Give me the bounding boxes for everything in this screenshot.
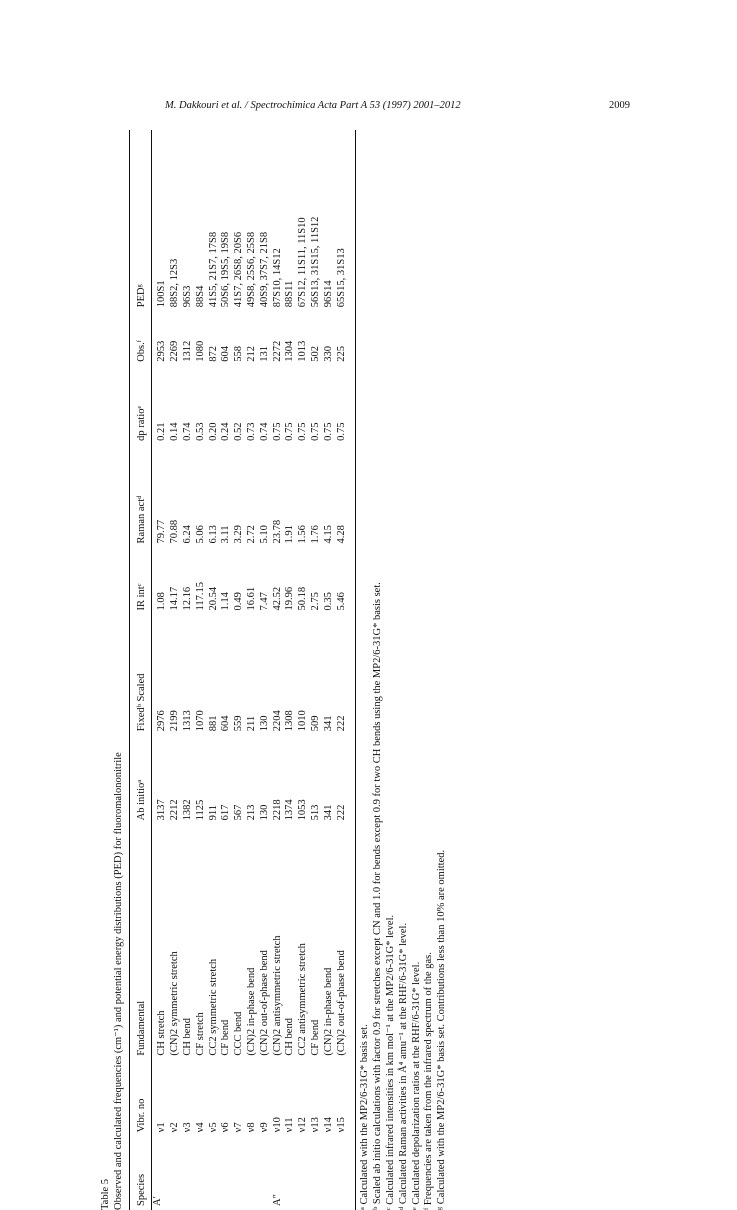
cell-dp-ratio: 0.75 (309, 422, 321, 441)
cell-vibr-no: ν2 (169, 1122, 181, 1133)
cell-vibr-no: ν8 (245, 1122, 257, 1133)
cell-fixed-scaled: 222 (335, 715, 347, 732)
cell-dp-ratio: 0.53 (194, 422, 206, 441)
table-body (152, 130, 352, 1210)
cell-raman-act: 1.91 (284, 525, 296, 544)
cell-dp-ratio: 0.75 (322, 422, 334, 441)
cell-fixed-scaled: 1010 (297, 710, 309, 732)
footnote: ᶠ Frequencies are taken from the infrared spectrum of the gas. (423, 952, 435, 1210)
cell-dp-ratio: 0.75 (284, 422, 296, 441)
cell-vibr-no: ν14 (322, 1117, 334, 1133)
cell-ir-int: 12.16 (181, 586, 193, 611)
cell-ab-initio: 2218 (271, 799, 283, 821)
footnote: ᵉ Calculated depolarization ratios at the RHF/6-31G* level. (410, 961, 422, 1210)
cell-ir-int: 50.18 (297, 586, 309, 611)
cell-vibr-no: ν13 (309, 1117, 321, 1133)
cell-dp-ratio: 0.52 (233, 422, 245, 441)
cell-obs: 131 (258, 346, 270, 362)
cell-ir-int: 117.15 (194, 581, 206, 611)
cell-fundamental: CH bend (284, 1018, 296, 1056)
cell-vibr-no: ν7 (233, 1122, 245, 1133)
cell-raman-act: 5.06 (194, 525, 206, 544)
cell-vibr-no: ν6 (220, 1122, 232, 1133)
cell-raman-act: 4.15 (322, 525, 334, 544)
frequency-table (130, 130, 353, 1210)
page-number: 2009 (609, 100, 630, 111)
cell-fundamental: CC2 symmetric stretch (207, 958, 219, 1056)
cell-vibr-no: ν5 (207, 1122, 219, 1133)
table-row (195, 130, 208, 1210)
cell-dp-ratio: 0.75 (271, 422, 283, 441)
col-species: Species (135, 1173, 147, 1206)
cell-fixed-scaled: 2204 (271, 710, 283, 732)
cell-ir-int: 1.08 (156, 592, 168, 611)
cell-fundamental: CCC bend (233, 1011, 245, 1056)
col-ped: PEDᵍ (135, 284, 147, 308)
cell-ped: 87S10, 14S12 (271, 248, 283, 308)
table-row (310, 130, 323, 1210)
cell-vibr-no: ν15 (335, 1117, 347, 1133)
cell-ab-initio: 1053 (297, 799, 309, 821)
cell-ped: 96S14 (322, 280, 334, 308)
cell-fixed-scaled: 1308 (284, 710, 296, 732)
cell-ab-initio: 567 (233, 804, 245, 821)
col-ab-initio: Ab initioᵃ (135, 779, 147, 821)
cell-raman-act: 4.28 (335, 525, 347, 544)
col-dp-ratio: dp ratioᵉ (135, 405, 147, 441)
cell-obs: 225 (335, 346, 347, 362)
cell-ped: 88S4 (194, 285, 206, 308)
table-label: Table 5 (100, 1178, 111, 1210)
footnotes (359, 130, 449, 1210)
cell-species (284, 1136, 297, 1210)
table-row (152, 130, 169, 1210)
cell-raman-act: 1.76 (309, 525, 321, 544)
cell-ir-int: 2.75 (309, 592, 321, 611)
cell-fixed-scaled: 2976 (156, 710, 168, 732)
cell-raman-act: 79.77 (156, 519, 168, 544)
cell-ped: 96S3 (181, 285, 193, 308)
cell-dp-ratio: 0.75 (297, 422, 309, 441)
cell-fixed-scaled: 341 (322, 715, 334, 732)
cell-obs: 2953 (156, 340, 168, 362)
table-row (284, 130, 297, 1210)
cell-ped: 40S9, 37S7, 21S8 (258, 231, 270, 308)
table-row (323, 130, 336, 1210)
cell-raman-act: 23.78 (271, 519, 283, 544)
cell-dp-ratio: 0.75 (335, 422, 347, 441)
cell-vibr-no: ν12 (297, 1117, 309, 1133)
cell-fundamental: (CN)2 in-phase bend (245, 967, 257, 1056)
cell-species (246, 1136, 259, 1210)
cell-obs: 502 (309, 346, 321, 362)
cell-vibr-no: ν1 (156, 1122, 168, 1133)
footnote: ᵇ Scaled ab initio calculations with factor 0.9 for stretches except CN and 1.0 for bends except 0.9 for two CH bends using the MP2/6-31G* basis set. (372, 582, 384, 1210)
cell-species (208, 1136, 221, 1210)
cell-ped: 50S6, 19S5, 19S8 (220, 231, 232, 308)
cell-vibr-no: ν11 (284, 1117, 296, 1133)
cell-fundamental: (CN)2 symmetric stretch (169, 951, 181, 1056)
cell-ir-int: 42.52 (271, 586, 283, 611)
cell-species (259, 1136, 272, 1210)
table-row (272, 130, 285, 1210)
cell-fixed-scaled: 604 (220, 715, 232, 732)
table-row (233, 130, 246, 1210)
col-obs: Obs.ᶠ (135, 340, 147, 362)
cell-fixed-scaled: 130 (258, 715, 270, 732)
cell-ir-int: 16.61 (245, 586, 257, 611)
footnote: ᵈ Calculated Raman activities in Å⁴ amu⁻¹ at the RHF/6-31G* level. (397, 922, 409, 1210)
table-caption: Observed and calculated frequencies (cm⁻¹) and potential energy distributions (PED) for fluoromalononitrile (112, 752, 124, 1210)
cell-species: A″ (271, 1194, 283, 1206)
cell-species (233, 1136, 246, 1210)
cell-fixed-scaled: 2199 (169, 710, 181, 732)
cell-obs: 212 (245, 346, 257, 362)
cell-obs: 1304 (284, 340, 296, 362)
cell-obs: 330 (322, 346, 334, 362)
cell-raman-act: 5.10 (258, 525, 270, 544)
cell-fundamental: CC2 antisymmetric stretch (297, 943, 309, 1056)
cell-fixed-scaled: 881 (207, 715, 219, 732)
cell-fixed-scaled: 211 (245, 715, 257, 732)
col-ir-int: IR intᶜ (135, 583, 147, 611)
cell-ped: 41S7, 26S8, 20S6 (233, 231, 245, 308)
cell-ab-initio: 513 (309, 804, 321, 821)
cell-vibr-no: ν10 (271, 1117, 283, 1133)
header-row (130, 130, 152, 1210)
cell-ab-initio: 617 (220, 804, 232, 821)
cell-fixed-scaled: 509 (309, 715, 321, 732)
table-row (220, 130, 233, 1210)
cell-ir-int: 1.14 (220, 592, 232, 611)
cell-ped: 100S1 (156, 280, 168, 308)
table-row (169, 130, 182, 1210)
cell-species (220, 1136, 233, 1210)
table-row (208, 130, 221, 1210)
cell-ped: 49S8, 25S6, 25S8 (245, 231, 257, 308)
cell-species (195, 1136, 208, 1210)
cell-ir-int: 5.46 (335, 592, 347, 611)
cell-fundamental: (CN)2 in-phase bend (322, 967, 334, 1056)
cell-ir-int: 7.47 (258, 592, 270, 611)
cell-raman-act: 3.11 (220, 525, 232, 544)
cell-obs: 1080 (194, 340, 206, 362)
cell-dp-ratio: 0.21 (156, 422, 168, 441)
cell-ab-initio: 341 (322, 804, 334, 821)
cell-dp-ratio: 0.24 (220, 422, 232, 441)
footnote: ᵍ Calculated with the MP2/6-31G* basis set. Contributions less than 10% are omitted. (436, 849, 448, 1210)
cell-raman-act: 2.72 (245, 525, 257, 544)
cell-fixed-scaled: 559 (233, 715, 245, 732)
cell-ped: 41S5, 21S7, 17S8 (207, 231, 219, 308)
cell-fundamental: (CN)2 out-of-phase bend (335, 950, 347, 1056)
cell-fundamental: CF bend (220, 1019, 232, 1056)
cell-fundamental: (CN)2 antisymmetric stretch (271, 935, 283, 1056)
cell-ir-int: 0.49 (233, 592, 245, 611)
cell-ped: 56S13, 31S15, 11S12 (309, 216, 321, 308)
cell-ab-initio: 1125 (194, 799, 206, 821)
cell-fixed-scaled: 1070 (194, 710, 206, 732)
cell-dp-ratio: 0.74 (181, 422, 193, 441)
cell-dp-ratio: 0.74 (258, 422, 270, 441)
table-row (246, 130, 259, 1210)
cell-obs: 2269 (169, 340, 181, 362)
cell-dp-ratio: 0.20 (207, 422, 219, 441)
cell-obs: 2272 (271, 340, 283, 362)
cell-species (310, 1136, 323, 1210)
cell-species (297, 1136, 310, 1210)
footnote: ᵃ Calculated with the MP2/6-31G* basis set. (359, 1024, 371, 1210)
cell-raman-act: 6.13 (207, 525, 219, 544)
cell-fundamental: (CN)2 out-of-phase bend (258, 950, 270, 1056)
cell-vibr-no: ν4 (194, 1122, 206, 1133)
cell-ir-int: 0.35 (322, 592, 334, 611)
cell-ab-initio: 1374 (284, 799, 296, 821)
cell-ab-initio: 1382 (181, 799, 193, 821)
cell-obs: 1013 (297, 340, 309, 362)
cell-fundamental: CH bend (181, 1018, 193, 1056)
footnote: ᶜ Calculated infrared intensities in km mol⁻¹ at the MP2/6-31G* level. (384, 914, 396, 1210)
cell-species: A′ (152, 1196, 164, 1206)
cell-dp-ratio: 0.14 (169, 422, 181, 441)
cell-ab-initio: 130 (258, 804, 270, 821)
running-header (165, 100, 630, 111)
table-row (297, 130, 310, 1210)
table-row (182, 130, 195, 1210)
table-row (259, 130, 272, 1210)
cell-raman-act: 70.88 (169, 519, 181, 544)
cell-ped: 67S12, 11S11, 11S10 (297, 217, 309, 308)
cell-species (182, 1136, 195, 1210)
cell-vibr-no: ν9 (258, 1122, 270, 1133)
cell-ped: 88S2, 12S3 (169, 258, 181, 308)
col-raman-act: Raman actᵈ (135, 495, 147, 544)
cell-ir-int: 14.17 (169, 586, 181, 611)
cell-ab-initio: 222 (335, 804, 347, 821)
cell-ir-int: 20.54 (207, 586, 219, 611)
cell-fundamental: CH stretch (156, 1010, 168, 1056)
cell-raman-act: 6.24 (181, 525, 193, 544)
cell-vibr-no: ν3 (181, 1122, 193, 1133)
cell-species (169, 1136, 182, 1210)
cell-ab-initio: 2212 (169, 799, 181, 821)
cell-obs: 872 (207, 346, 219, 362)
rotated-table-block (100, 130, 530, 1210)
cell-dp-ratio: 0.73 (245, 422, 257, 441)
col-fundamental: Fundamental (135, 1000, 147, 1056)
cell-ir-int: 19.96 (284, 586, 296, 611)
cell-fundamental: CF bend (309, 1019, 321, 1056)
cell-ab-initio: 3137 (156, 799, 168, 821)
cell-obs: 604 (220, 346, 232, 362)
cell-species (336, 1136, 353, 1210)
cell-species (323, 1136, 336, 1210)
running-title: M. Dakkouri et al. / Spectrochimica Acta Part A 53 (1997) 2001–2012 (165, 100, 461, 111)
col-fixed-scaled: Fixedᵇ Scaled (135, 673, 147, 732)
bottom-rule (355, 130, 356, 1210)
cell-ab-initio: 213 (245, 804, 257, 821)
col-vibr: Vibr. no (135, 1098, 147, 1133)
cell-fixed-scaled: 1313 (181, 710, 193, 732)
table-row (336, 130, 353, 1210)
cell-ab-initio: 911 (207, 804, 219, 821)
cell-fundamental: CF stretch (194, 1012, 206, 1056)
cell-raman-act: 3.29 (233, 525, 245, 544)
cell-ped: 65S15, 31S13 (335, 248, 347, 308)
cell-ped: 88S11 (284, 280, 296, 308)
cell-obs: 558 (233, 346, 245, 362)
cell-raman-act: 1.56 (297, 525, 309, 544)
cell-obs: 1312 (181, 340, 193, 362)
